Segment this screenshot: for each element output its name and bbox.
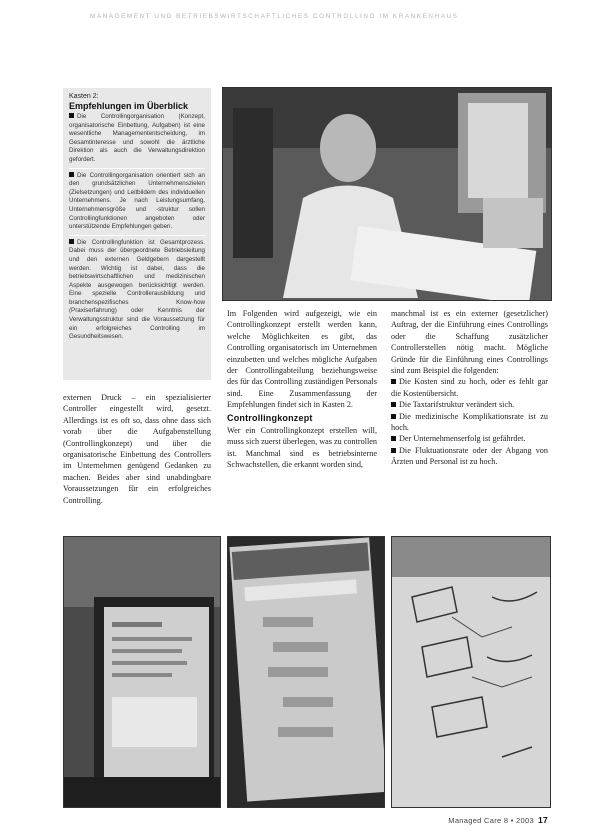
photo-process-slide (227, 536, 385, 808)
column-1-paragraph: externen Druck – ein spezialisierter Controller eingestellt wird, gesetzt. Allerdings ist es oft so, dass ohne dass sich vorab über die Aufgabenstellung (Controllingkonzept) und über die organisatorische Einbettung des Controllers im Unternehmen genügend Gedanken zu machen. Beides aber sind unabdingbare Voraussetzungen für ein erfolgreiches Controlling. (63, 393, 211, 505)
bullet-square-icon (391, 436, 396, 441)
info-box-label: Kasten 2: (69, 93, 99, 100)
text-column-1 (63, 392, 211, 506)
text-column-3 (391, 308, 548, 468)
page-footer (400, 815, 548, 825)
list-item: Die medizinische Komplikationsrate ist zu hoch. (391, 411, 548, 433)
info-box-title: Empfehlungen im Überblick (69, 101, 189, 111)
photo-person-at-computer (222, 87, 552, 301)
list-item: Der Unternehmenserfolg ist gefährdet. (391, 433, 548, 444)
list-item: Die Taxtarifstruktur verändert sich. (391, 399, 548, 410)
reasons-list (391, 376, 548, 467)
info-box-item: Die Controllingorganisation (Konzept, organisatorische Einbettung, Aufgaben) ist eine wesentliche Managemententscheidung, im Gesamtinteresse und sowohl die ärztliche Direktion als auch die Verwaltungsdirektion gefordert. (69, 113, 205, 169)
column-2-intro: Im Folgenden wird aufgezeigt, wie ein Controllingkonzept erstellt werden kann, welche Möglichkeiten es gibt, das Controlling organisatorisch im Unternehmen einzubetten und welches mögliche Aufgaben der Controllingabteilung beziehungsweise des für das Controlling zuständigen Personals sind. Eine Zusammenfassung der Empfehlungen findet sich in Kasten 2. (227, 309, 377, 410)
bullet-square-icon (391, 448, 396, 453)
bullet-square-icon (391, 414, 396, 419)
text-column-2 (227, 308, 377, 471)
bullet-square-icon (391, 402, 396, 407)
bullet-square-icon (69, 239, 74, 244)
photo-computer-screen (63, 536, 221, 808)
list-item: Die Fluktuationsrate oder der Abgang von Ärzten und Personal ist zu hoch. (391, 445, 548, 467)
bullet-square-icon (391, 379, 396, 384)
section-heading-controllingkonzept: Controllingkonzept (227, 412, 313, 423)
photo-hand-drawn-diagram (391, 536, 551, 808)
page-number: 17 (537, 815, 548, 825)
journal-issue: Managed Care 8 • 2003 (448, 816, 534, 825)
running-head: MANAGEMENT UND BETRIEBSWIRTSCHAFTLICHES CONTROLLING IM KRANKENHAUS (90, 13, 459, 20)
info-box-item: Die Controllingorganisation orientiert sich an den grundsätzlichen Unternehmenszielen (Zielsetzungen) und Leitbildern des individuellen Unternehmens. Je nach Leistungsumfang, Unternehmensgröße und -struktur sollen Controllingfunktionen angeboten oder unterstützende Empfehlungen geben. (69, 172, 205, 236)
info-box-item: Die Controllingfunktion ist Gesamtprozess. Dabei muss der übergeordnete Betriebsleitung und den externen Geldgebern dargestellt werden. Wichtig ist dabei, dass die betriebswirtschaftlichen und medizinischen Aspekte ausgewogen berücksichtigt werden. Eine spezielle Controllerausbildung und branchenspezifisches Know-how (Praxiserfahrung) oder Kenntnis der Verwaltungsstruktur sind die Voraussetzung für ein erfolgreiches Controlling im Gesundheitswesen. (69, 238, 205, 341)
list-item: Die Kosten sind zu hoch, oder es fehlt gar die Kostenübersicht. (391, 377, 548, 398)
info-box-kasten-2 (63, 88, 211, 380)
bullet-square-icon (69, 113, 74, 118)
column-2-body: Wer ein Controllingkonzept erstellen will, muss sich zuerst überlegen, was zu controllen ist. Manchmal sind es betriebsinterne Schwachstellen, die erkannt worden sind, (227, 426, 377, 470)
bullet-square-icon (69, 172, 74, 177)
column-3-intro: manchmal ist es ein externer (gesetzlicher) Auftrag, der die Einführung eines Controllings oder die Schaffung zusätzlicher Controllerstellen nötig macht. Mögliche Gründe für die Einführung eines Controllings sind zum Beispiel die folgenden: (391, 309, 548, 376)
